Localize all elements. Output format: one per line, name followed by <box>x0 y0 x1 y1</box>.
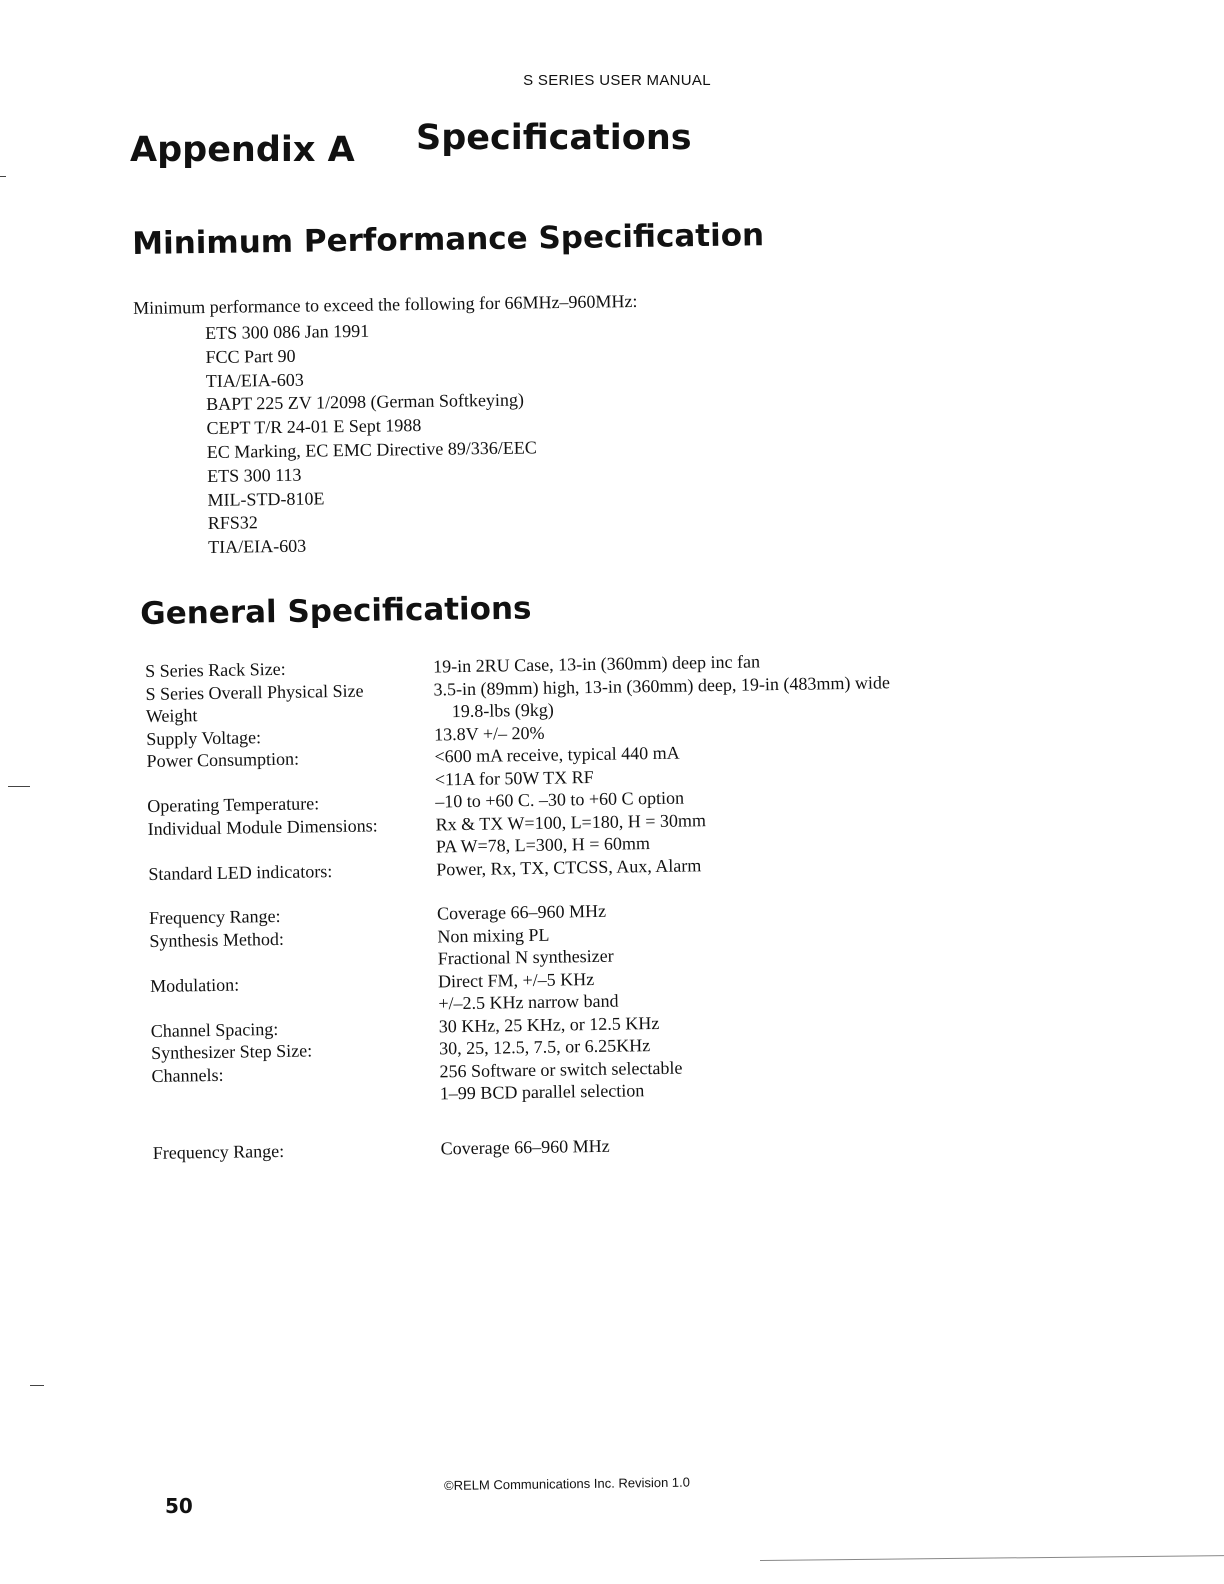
spec-value: Non mixing PL <box>437 924 550 946</box>
standard-item: CEPT T/R 24-01 E Sept 1988 <box>206 415 422 439</box>
spec-value: 3.5-in (89mm) high, 13-in (360mm) deep, 19-in (483mm) wide <box>433 671 891 699</box>
standard-item: EC Marking, EC EMC Directive 89/336/EEC <box>206 437 537 462</box>
spec-value: 30, 25, 12.5, 7.5, or 6.25KHz <box>438 1035 651 1059</box>
standard-item: TIA/EIA-603 <box>208 535 307 558</box>
spec-value: 30 KHz, 25 KHz, or 12.5 KHz <box>438 1012 660 1036</box>
spec-value: 256 Software or switch selectable <box>439 1057 683 1081</box>
spec-label: Operating Temperature: <box>147 793 320 816</box>
standard-item: ETS 300 086 Jan 1991 <box>205 320 370 343</box>
spec-value: –10 to +60 C. –30 to +60 C option <box>435 787 685 812</box>
scan-mark <box>8 786 30 787</box>
spec-value: Coverage 66–960 MHz <box>440 1135 610 1158</box>
spec-label: Channels: <box>151 1064 224 1086</box>
spec-label <box>152 1082 440 1109</box>
spec-label: S Series Overall Physical Size <box>145 680 364 704</box>
standards-list <box>205 317 538 560</box>
standard-item: FCC Part 90 <box>205 345 296 367</box>
standard-item: TIA/EIA-603 <box>205 369 304 391</box>
spec-label: Power Consumption: <box>146 748 300 771</box>
spec-value: Direct FM, +/–5 KHz <box>437 968 595 991</box>
spec-label: Frequency Range: <box>152 1140 285 1163</box>
spec-label: Modulation: <box>149 974 240 996</box>
spec-value: PA W=78, L=300, H = 60mm <box>435 833 651 857</box>
min-perf-heading: Minimum Performance Specification <box>132 217 765 262</box>
standard-item: ETS 300 113 <box>207 464 302 486</box>
appendix-label: Appendix A <box>130 130 355 170</box>
general-heading: General Specifications <box>140 590 532 632</box>
spec-value: Rx & TX W=100, L=180, H = 30mm <box>435 809 707 834</box>
standard-item: MIL-STD-810E <box>207 487 325 510</box>
general-spec-table <box>145 646 1053 1164</box>
spec-value: 19.8-lbs (9kg) <box>451 699 554 722</box>
spec-value: Fractional N synthesizer <box>437 945 614 969</box>
spec-value: 1–99 BCD parallel selection <box>439 1080 645 1104</box>
spec-label: Individual Module Dimensions: <box>147 814 378 839</box>
page-number: 50 <box>165 1494 193 1518</box>
scan-mark <box>30 1385 44 1386</box>
spec-value: <11A for 50W TX RF <box>434 766 594 789</box>
spec-label: Frequency Range: <box>148 905 281 928</box>
spec-value: 13.8V +/– 20% <box>434 722 545 744</box>
spec-value: 19-in 2RU Case, 13-in (360mm) deep inc fan <box>432 651 761 677</box>
spec-label: Channel Spacing: <box>150 1018 279 1041</box>
spec-label: Weight <box>145 705 198 726</box>
footer-copyright: ©RELM Communications Inc. Revision 1.0 <box>444 1474 691 1493</box>
spec-label: Supply Voltage: <box>146 726 262 749</box>
standard-item: RFS32 <box>207 512 258 534</box>
spec-label: S Series Rack Size: <box>145 658 286 681</box>
standard-item: BAPT 225 ZV 1/2098 (German Softkeying) <box>206 389 525 415</box>
spec-label: Synthesizer Step Size: <box>151 1040 313 1063</box>
running-header: S SERIES USER MANUAL <box>523 72 711 89</box>
scan-mark <box>0 176 6 177</box>
spec-value: <600 mA receive, typical 440 mA <box>434 742 680 767</box>
spec-label: Synthesis Method: <box>149 928 285 951</box>
spec-value: +/–2.5 KHz narrow band <box>438 990 619 1014</box>
scan-edge-line <box>760 1555 1224 1561</box>
appendix-title: Specifications <box>416 118 692 158</box>
spec-value: Coverage 66–960 MHz <box>436 900 607 924</box>
spec-label: Standard LED indicators: <box>148 860 333 884</box>
spec-value: Power, Rx, TX, CTCSS, Aux, Alarm <box>436 854 702 879</box>
min-perf-intro: Minimum performance to exceed the following for 66MHz–960MHz: <box>133 290 638 318</box>
